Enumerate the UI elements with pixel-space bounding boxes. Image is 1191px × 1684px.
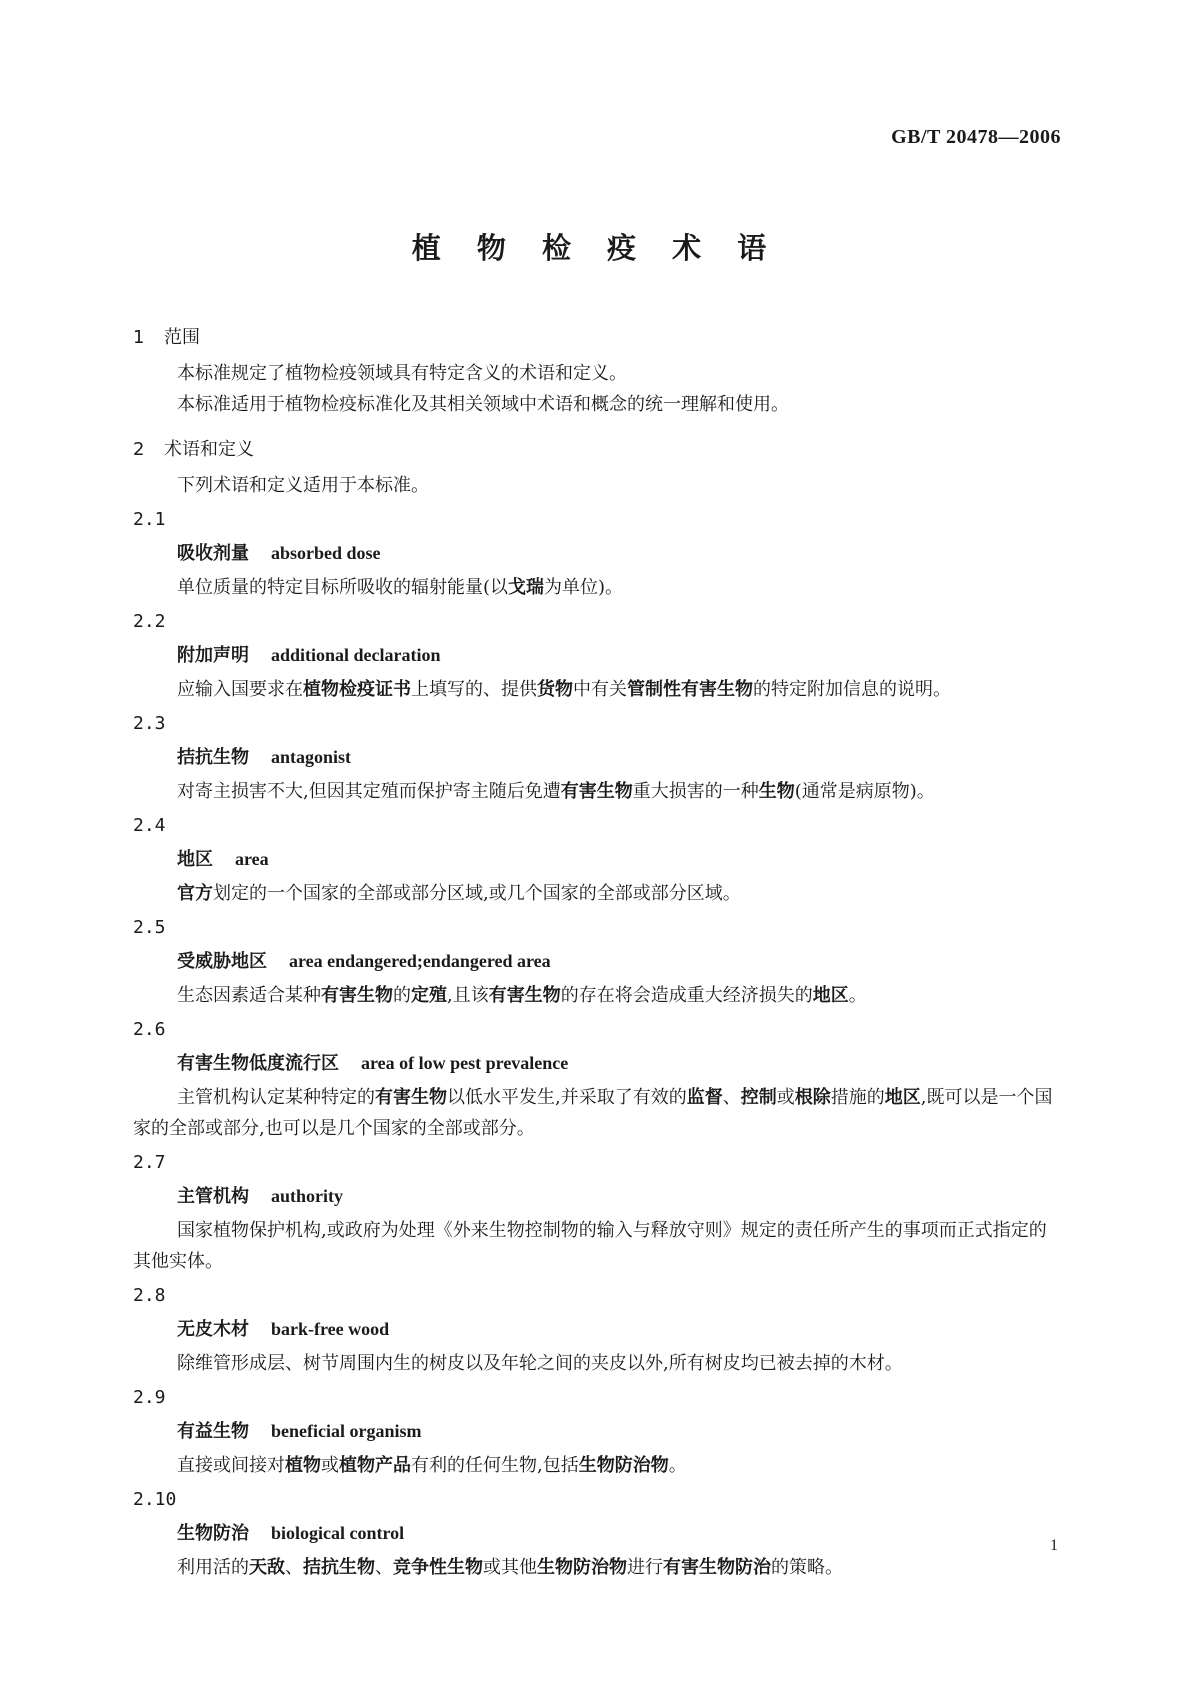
term-definition bbox=[133, 572, 1058, 603]
definition-text: 、 bbox=[375, 1557, 393, 1578]
defined-term-reference: 有害生物防治 bbox=[663, 1557, 771, 1578]
term-english: area of low pest prevalence bbox=[361, 1053, 569, 1073]
clause-number: 2.6 bbox=[133, 1019, 166, 1040]
defined-term-reference: 拮抗生物 bbox=[303, 1557, 375, 1578]
term-definition bbox=[133, 1552, 1058, 1583]
document-body bbox=[133, 322, 1058, 1583]
defined-term-reference: 有害生物 bbox=[321, 985, 393, 1006]
term-definition bbox=[133, 1215, 1058, 1277]
term-entry bbox=[133, 504, 1058, 603]
defined-term-reference: 有害生物 bbox=[560, 781, 633, 802]
definition-text: 的存在将会造成重大经济损失的 bbox=[560, 985, 813, 1006]
term-list bbox=[133, 504, 1058, 1583]
defined-term-reference: 植物检疫证书 bbox=[303, 679, 411, 700]
paragraph: 下列术语和定义适用于本标准。 bbox=[177, 475, 429, 496]
paragraph: 本标准规定了植物检疫领域具有特定含义的术语和定义。 bbox=[177, 363, 627, 384]
definition-text: 划定的一个国家的全部或部分区域,或几个国家的全部或部分区域。 bbox=[213, 883, 741, 904]
term-english: additional declaration bbox=[271, 645, 441, 665]
term-english: bark-free wood bbox=[271, 1319, 390, 1339]
defined-term-reference: 地区 bbox=[884, 1087, 921, 1108]
term-entry bbox=[133, 1484, 1058, 1583]
document-title: 植 物 检 疫 术 语 bbox=[411, 231, 780, 265]
defined-term-reference: 生物 bbox=[758, 781, 795, 802]
page-number: 1 bbox=[1050, 1537, 1058, 1554]
defined-term-reference: 管制性有害生物 bbox=[627, 679, 753, 700]
term-entry bbox=[133, 1382, 1058, 1481]
definition-text: ,既可以是一个国家的全部或部分,也可以是几个国家的全部或部分。 bbox=[133, 1087, 1053, 1139]
term-chinese: 受威胁地区 bbox=[177, 951, 267, 972]
term-heading bbox=[133, 640, 1058, 671]
defined-term-reference: 控制 bbox=[740, 1087, 777, 1108]
definition-text: 、 bbox=[285, 1557, 303, 1578]
clause-number: 2.8 bbox=[133, 1285, 166, 1306]
definition-text: 生态因素适合某种 bbox=[177, 985, 321, 1006]
section-title: 范围 bbox=[164, 327, 200, 348]
term-chinese: 有害生物低度流行区 bbox=[177, 1053, 339, 1074]
section-number: 2 bbox=[133, 439, 145, 460]
term-chinese: 地区 bbox=[177, 849, 213, 870]
definition-text: 、 bbox=[722, 1087, 741, 1108]
term-entry bbox=[133, 1147, 1058, 1277]
term-heading bbox=[133, 1048, 1058, 1079]
term-chinese: 主管机构 bbox=[177, 1186, 249, 1207]
paragraph: 本标准适用于植物检疫标准化及其相关领域中术语和概念的统一理解和使用。 bbox=[177, 394, 789, 415]
term-english: antagonist bbox=[271, 747, 352, 767]
defined-term-reference: 天敌 bbox=[249, 1557, 285, 1578]
term-entry bbox=[133, 708, 1058, 807]
section-1-heading bbox=[133, 322, 1058, 353]
defined-term-reference: 官方 bbox=[177, 883, 213, 904]
defined-term-reference: 监督 bbox=[686, 1087, 723, 1108]
definition-text: 除维管形成层、树节周围内生的树皮以及年轮之间的夹皮以外,所有树皮均已被去掉的木材。 bbox=[177, 1353, 903, 1374]
term-chinese: 生物防治 bbox=[177, 1523, 249, 1544]
term-entry bbox=[133, 1014, 1058, 1144]
term-heading bbox=[133, 946, 1058, 977]
definition-text: (通常是病原物)。 bbox=[794, 781, 935, 802]
definition-text: 重大损害的一种 bbox=[632, 781, 759, 802]
term-entry bbox=[133, 1280, 1058, 1379]
defined-term-reference: 植物 bbox=[285, 1455, 321, 1476]
term-heading bbox=[133, 1416, 1058, 1447]
definition-text: 的特定附加信息的说明。 bbox=[753, 679, 951, 700]
definition-text: 国家植物保护机构,或政府为处理《外来生物控制物的输入与释放守则》规定的责任所产生的事项而正式指定的其他实体。 bbox=[133, 1220, 1047, 1272]
definition-text: 上填写的、提供 bbox=[411, 679, 537, 700]
defined-term-reference: 戈瑞 bbox=[508, 577, 545, 598]
definition-text: 主管机构认定某种特定的 bbox=[177, 1087, 375, 1108]
term-chinese: 附加声明 bbox=[177, 645, 249, 666]
term-chinese: 拮抗生物 bbox=[177, 747, 249, 768]
term-entry bbox=[133, 606, 1058, 705]
term-definition bbox=[133, 1082, 1058, 1144]
clause-number: 2.7 bbox=[133, 1152, 166, 1173]
defined-term-reference: 植物产品 bbox=[339, 1455, 411, 1476]
term-definition bbox=[133, 1348, 1058, 1379]
definition-text: 或 bbox=[321, 1455, 339, 1476]
definition-text: 以低水平发生,并采取了有效的 bbox=[447, 1087, 687, 1108]
defined-term-reference: 地区 bbox=[812, 985, 849, 1006]
term-heading bbox=[133, 1181, 1058, 1212]
term-definition bbox=[133, 674, 1058, 705]
section-title: 术语和定义 bbox=[164, 439, 254, 460]
defined-term-reference: 生物防治物 bbox=[578, 1455, 669, 1476]
defined-term-reference: 根除 bbox=[794, 1087, 831, 1108]
definition-text: 进行 bbox=[627, 1557, 663, 1578]
section-2-heading bbox=[133, 434, 1058, 465]
defined-term-reference: 货物 bbox=[537, 679, 573, 700]
defined-term-reference: 生物防治物 bbox=[537, 1557, 627, 1578]
definition-text: 。 bbox=[668, 1455, 687, 1476]
clause-number: 2.1 bbox=[133, 509, 166, 530]
definition-text: ,且该 bbox=[447, 985, 489, 1006]
term-heading bbox=[133, 844, 1058, 875]
term-english: area endangered;endangered area bbox=[289, 951, 551, 971]
definition-text: 或其他 bbox=[483, 1557, 537, 1578]
definition-text: 应输入国要求在 bbox=[177, 679, 303, 700]
term-chinese: 吸收剂量 bbox=[177, 543, 249, 564]
definition-text: 利用活的 bbox=[177, 1557, 249, 1578]
clause-number: 2.2 bbox=[133, 611, 166, 632]
term-english: area bbox=[235, 849, 269, 869]
clause-number: 2.3 bbox=[133, 713, 166, 734]
term-english: absorbed dose bbox=[271, 543, 381, 563]
definition-text: 。 bbox=[848, 985, 867, 1006]
term-english: beneficial organism bbox=[271, 1421, 422, 1441]
clause-number: 2.4 bbox=[133, 815, 166, 836]
definition-text: 单位质量的特定目标所吸收的辐射能量(以 bbox=[177, 577, 509, 598]
term-heading bbox=[133, 1314, 1058, 1345]
definition-text: 为单位)。 bbox=[544, 577, 624, 598]
term-definition bbox=[133, 1450, 1058, 1481]
clause-number: 2.5 bbox=[133, 917, 166, 938]
term-definition bbox=[133, 776, 1058, 807]
definition-text: 有利的任何生物,包括 bbox=[411, 1455, 579, 1476]
term-english: biological control bbox=[271, 1523, 405, 1543]
defined-term-reference: 有害生物 bbox=[488, 985, 561, 1006]
definition-text: 对寄主损害不大,但因其定殖而保护寄主随后免遭 bbox=[177, 781, 561, 802]
standard-code: GB/T 20478—2006 bbox=[891, 126, 1061, 148]
term-definition bbox=[133, 980, 1058, 1011]
term-chinese: 有益生物 bbox=[177, 1421, 249, 1442]
term-chinese: 无皮木材 bbox=[177, 1319, 249, 1340]
term-entry bbox=[133, 912, 1058, 1011]
definition-text: 或 bbox=[776, 1087, 795, 1108]
clause-number: 2.9 bbox=[133, 1387, 166, 1408]
definition-text: 的策略。 bbox=[771, 1557, 843, 1578]
defined-term-reference: 定殖 bbox=[411, 985, 447, 1006]
term-english: authority bbox=[271, 1186, 343, 1206]
term-heading bbox=[133, 538, 1058, 569]
term-heading bbox=[133, 742, 1058, 773]
definition-text: 直接或间接对 bbox=[177, 1455, 285, 1476]
clause-number: 2.10 bbox=[133, 1489, 177, 1510]
definition-text: 中有关 bbox=[573, 679, 627, 700]
term-entry bbox=[133, 810, 1058, 909]
term-heading bbox=[133, 1518, 1058, 1549]
defined-term-reference: 有害生物 bbox=[375, 1087, 447, 1108]
definition-text: 的 bbox=[393, 985, 411, 1006]
definition-text: 措施的 bbox=[830, 1087, 885, 1108]
section-number: 1 bbox=[133, 327, 145, 348]
defined-term-reference: 竞争性生物 bbox=[393, 1557, 483, 1578]
term-definition bbox=[133, 878, 1058, 909]
